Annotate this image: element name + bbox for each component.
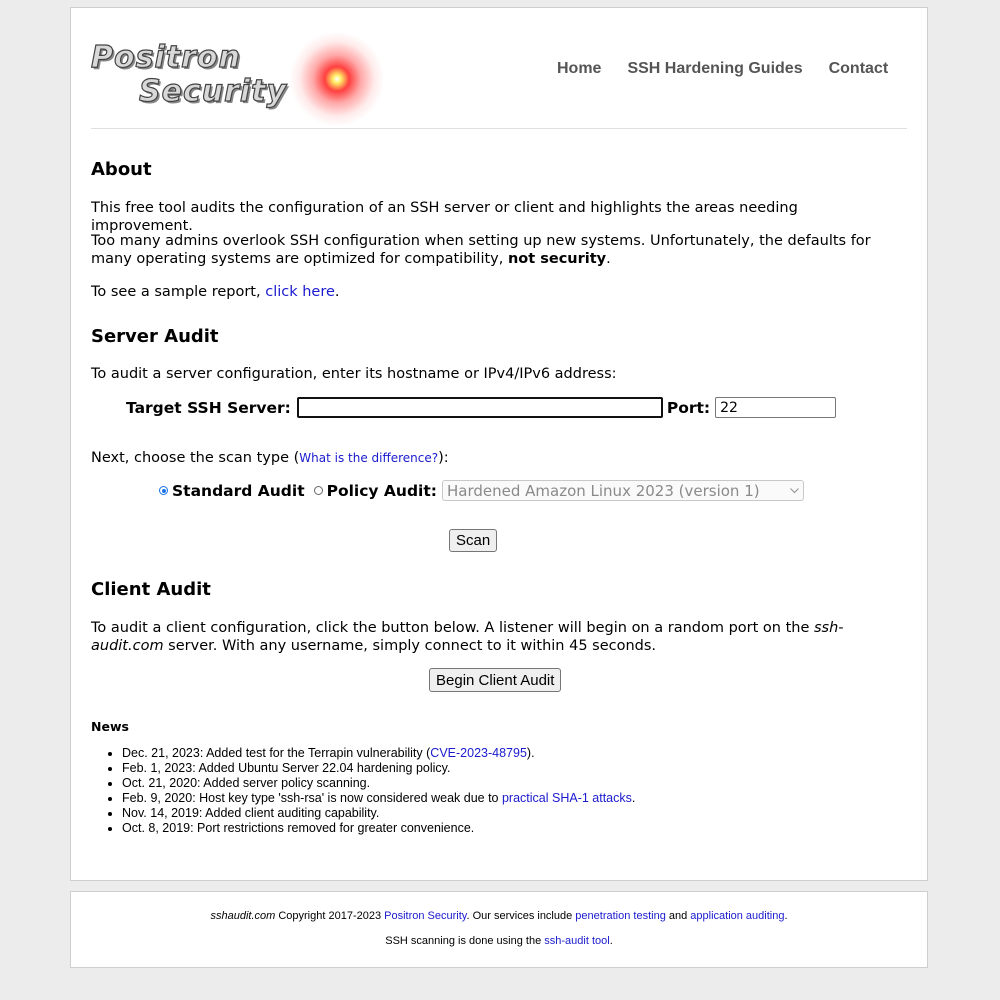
- chevron-down-icon: [790, 488, 799, 494]
- footer-site-name: sshaudit.com: [210, 910, 276, 922]
- about-p2-bold: not security: [507, 251, 607, 267]
- positron-security-link[interactable]: Positron Security: [384, 910, 467, 922]
- news-item-text: Dec. 21, 2023: Added test for the Terrapin vulnerability (: [122, 746, 431, 760]
- target-server-input[interactable]: [297, 397, 663, 418]
- scan-type-options: [159, 480, 804, 501]
- news-item: [122, 806, 635, 821]
- logo-text-line1: Positron: [91, 40, 241, 75]
- about-p2-text: Too many admins overlook SSH configuration when setting up new systems. Unfortunately, the defaults for many operating systems are optimized for compatibility,: [91, 233, 871, 267]
- about-p3-text: To see a sample report,: [91, 284, 266, 300]
- standard-audit-radio[interactable]: [159, 486, 168, 495]
- news-item: [122, 746, 635, 761]
- nav-ssh-hardening-guides-link[interactable]: SSH Hardening Guides: [627, 60, 803, 77]
- sample-report-link[interactable]: click here: [265, 284, 335, 300]
- footer-copyright-text: Copyright 2017-2023: [275, 910, 385, 922]
- about-p2-end: .: [606, 251, 611, 267]
- news-item-end: .: [631, 791, 636, 805]
- policy-select-value: Hardened Amazon Linux 2023 (version 1): [446, 481, 760, 500]
- header-divider: [91, 128, 907, 129]
- penetration-testing-link[interactable]: penetration testing: [575, 910, 666, 922]
- footer-end-text: .: [784, 910, 788, 922]
- client-audit-host: ssh-audit.com: [91, 620, 844, 654]
- nav-contact-link[interactable]: Contact: [828, 60, 889, 77]
- news-item: [122, 821, 635, 836]
- scan-type-prompt: [91, 449, 881, 467]
- client-audit-text-2: server. With any username, simply connect to it within 45 seconds.: [163, 638, 657, 654]
- scan-button[interactable]: Scan: [449, 529, 497, 552]
- scan-type-end: ):: [438, 450, 449, 466]
- footer-and-text: and: [665, 910, 691, 922]
- port-input[interactable]: [715, 397, 836, 418]
- policy-audit-radio[interactable]: [314, 486, 323, 495]
- about-paragraph-2: [91, 232, 881, 268]
- nav-home-link[interactable]: Home: [557, 60, 602, 77]
- begin-client-audit-button[interactable]: Begin Client Audit: [429, 668, 561, 692]
- news-item-text: Oct. 8, 2019: Port restrictions removed for greater convenience.: [122, 821, 475, 835]
- footer: [70, 891, 928, 968]
- cve-2023-48795-link[interactable]: CVE-2023-48795: [430, 746, 527, 760]
- standard-audit-label[interactable]: Standard Audit: [172, 481, 305, 500]
- client-audit-text-1: To audit a client configuration, click the button below. A listener will begin on a random port on the: [91, 620, 814, 636]
- news-item-text: Oct. 21, 2020: Added server policy scanning.: [122, 776, 371, 790]
- policy-select[interactable]: [442, 480, 804, 501]
- server-audit-heading: Server Audit: [91, 326, 219, 347]
- about-paragraph-1: This free tool audits the configuration of an SSH server or client and highlights the areas needing improvement.: [91, 200, 798, 234]
- policy-audit-label[interactable]: Policy Audit:: [326, 481, 437, 500]
- footer-tool-end: .: [609, 935, 613, 947]
- about-paragraph-3: [91, 283, 881, 301]
- footer-services-text: . Our services include: [466, 910, 576, 922]
- logo-text-line2: Security: [139, 74, 288, 109]
- about-heading: About: [91, 159, 152, 180]
- positron-security-logo[interactable]: [91, 26, 391, 131]
- target-server-label: Target SSH Server:: [126, 398, 291, 417]
- footer-copyright-line: [71, 910, 927, 922]
- ssh-audit-tool-link[interactable]: ssh-audit tool: [544, 935, 610, 947]
- client-audit-description: [91, 619, 881, 655]
- news-item: [122, 761, 635, 776]
- footer-tool-text: SSH scanning is done using the: [385, 935, 545, 947]
- footer-tool-line: [71, 935, 927, 947]
- main-card: [70, 7, 928, 881]
- news-list: [91, 746, 635, 836]
- news-heading: News: [91, 719, 129, 734]
- scan-type-text: Next, choose the scan type (: [91, 450, 300, 466]
- news-item-end: ).: [526, 746, 535, 760]
- logo-flare-graphic: [289, 31, 385, 127]
- target-server-row: [126, 397, 836, 418]
- main-nav: [557, 60, 888, 78]
- news-item: [122, 776, 635, 791]
- news-item-text: Feb. 9, 2020: Host key type 'ssh-rsa' is now considered weak due to: [122, 791, 502, 805]
- news-item: [122, 791, 635, 806]
- news-item-text: Nov. 14, 2019: Added client auditing capability.: [122, 806, 380, 820]
- sha1-attacks-link[interactable]: practical SHA-1 attacks: [501, 791, 632, 805]
- about-p3-end: .: [334, 284, 340, 300]
- port-label: Port:: [666, 398, 711, 417]
- server-audit-intro: To audit a server configuration, enter its hostname or IPv4/IPv6 address:: [91, 366, 617, 382]
- application-auditing-link[interactable]: application auditing: [690, 910, 785, 922]
- client-audit-heading: Client Audit: [91, 579, 211, 600]
- news-item-text: Feb. 1, 2023: Added Ubuntu Server 22.04 hardening policy.: [122, 761, 451, 775]
- scan-type-difference-link[interactable]: What is the difference?: [299, 451, 439, 465]
